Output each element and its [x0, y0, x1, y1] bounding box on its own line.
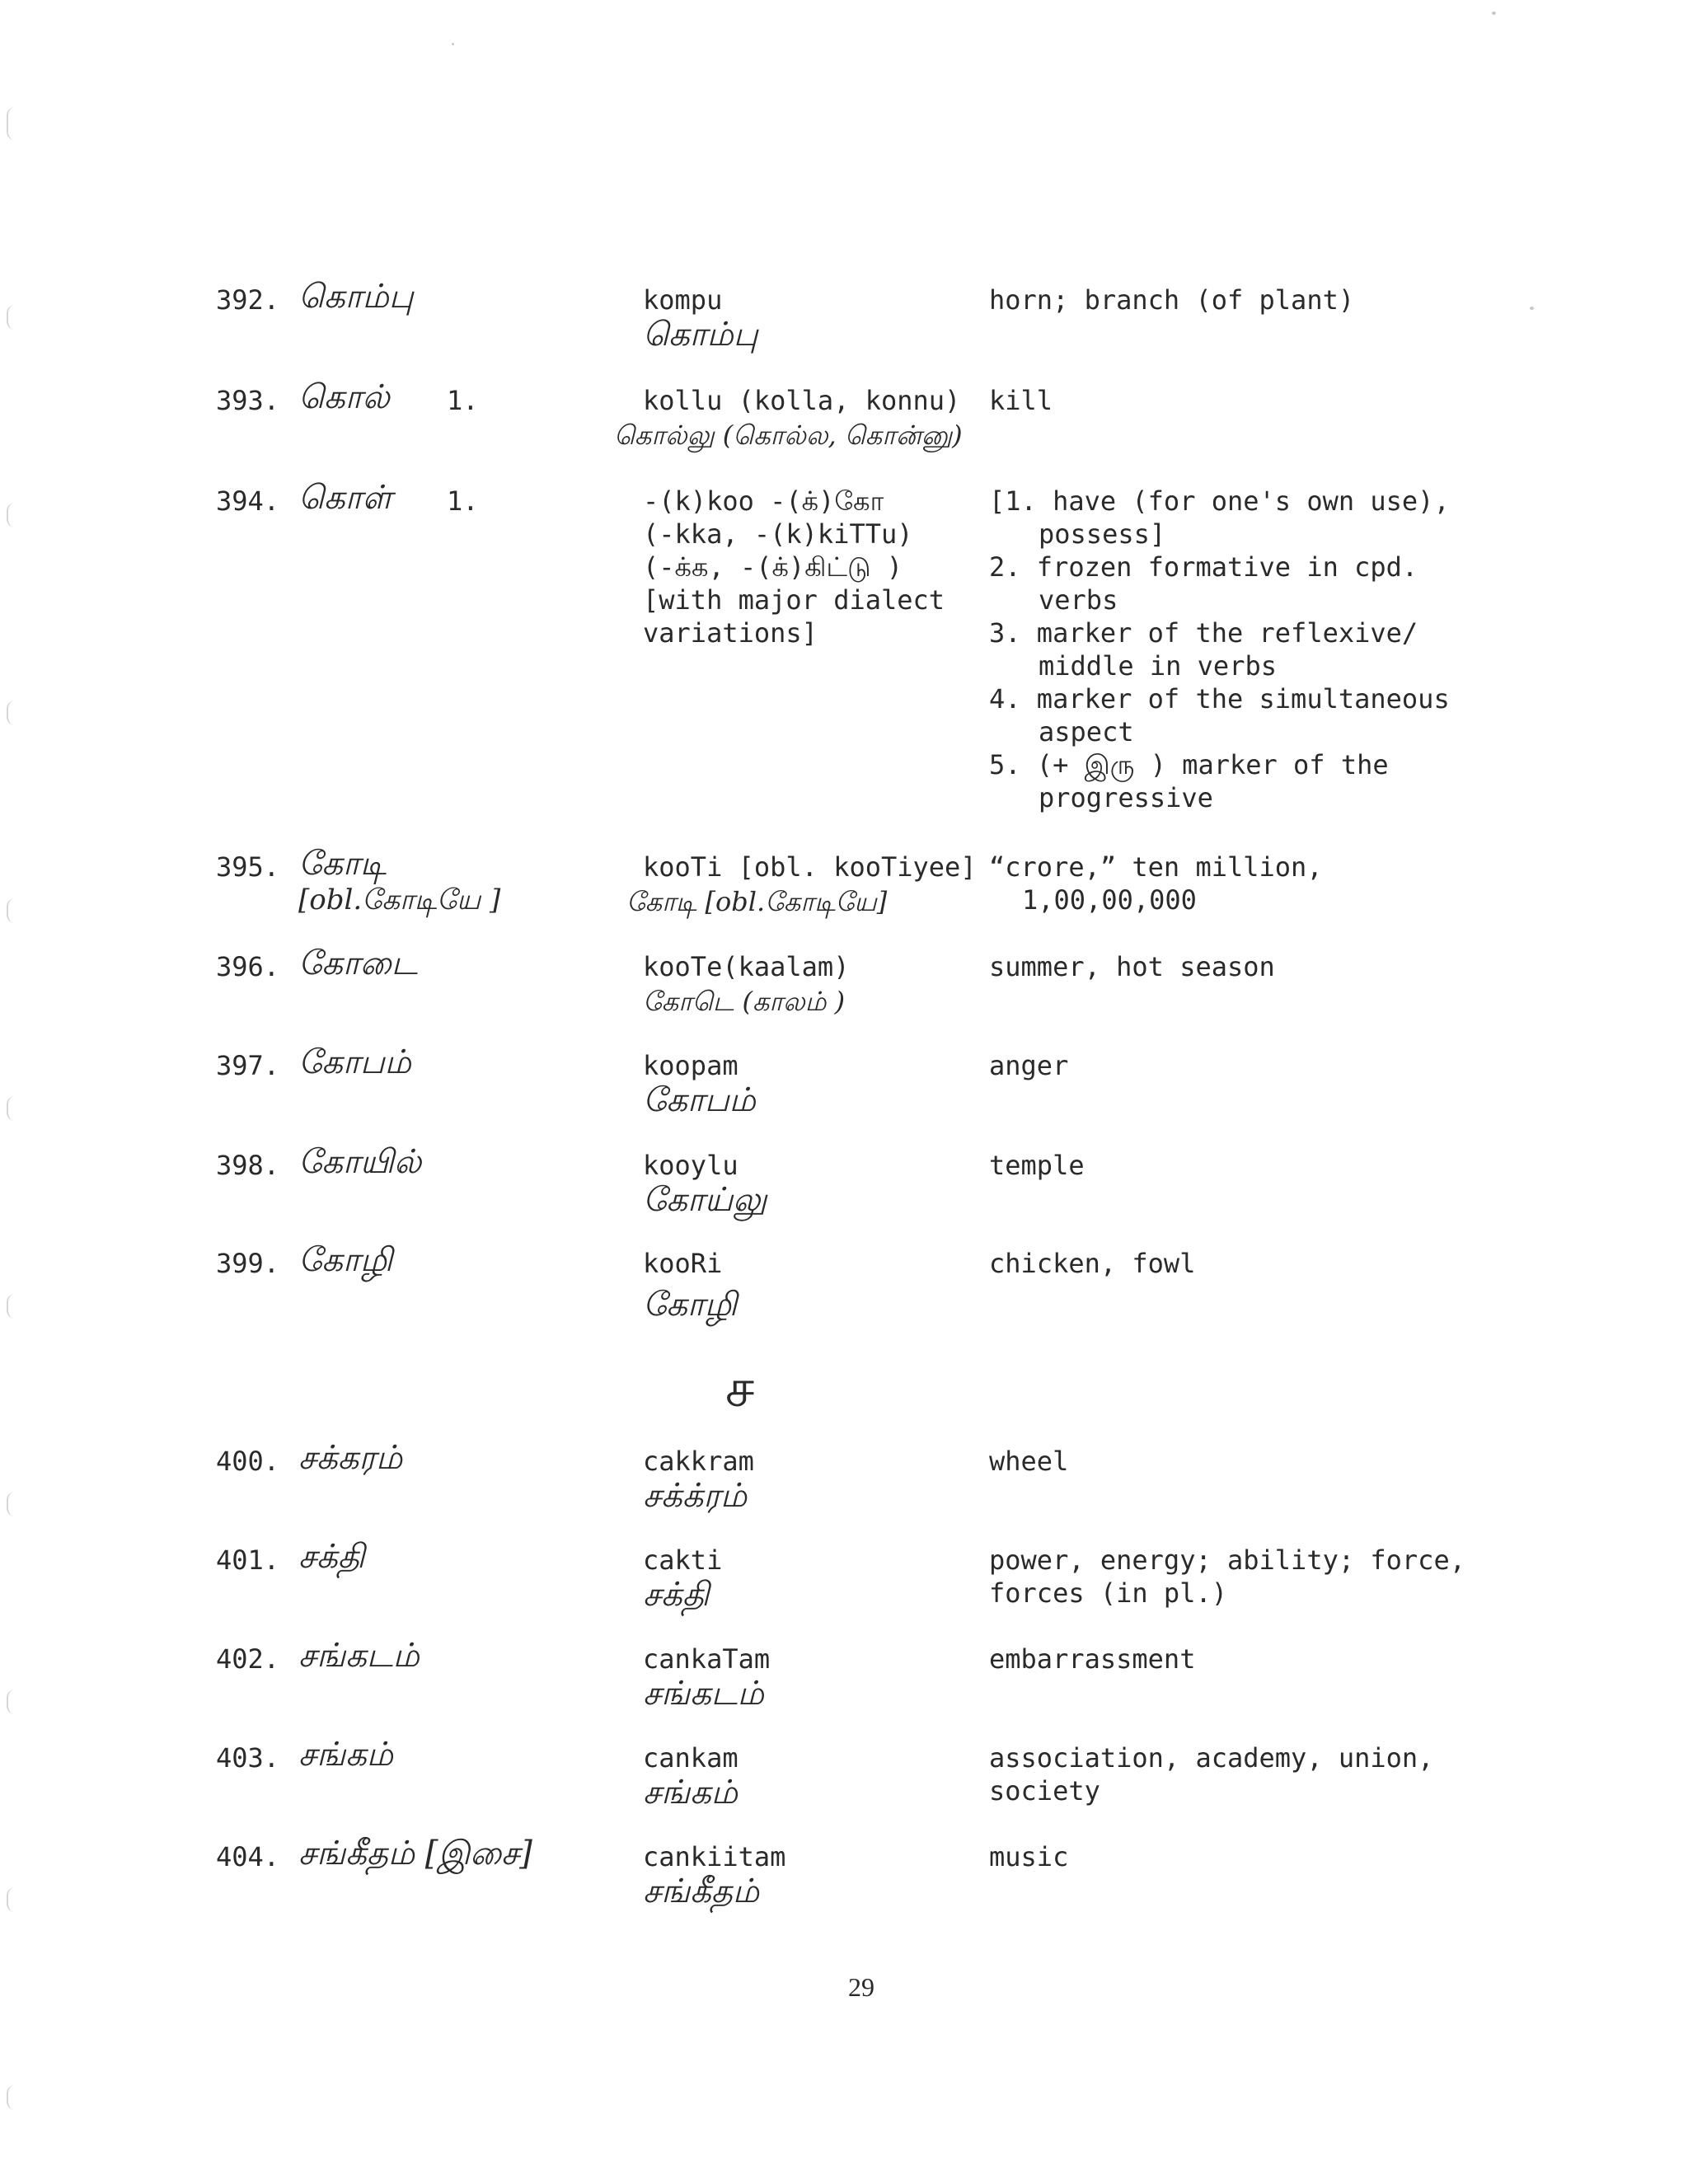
- gloss-line: [1. have (for one's own use),: [989, 485, 1450, 517]
- gloss-line: 2. frozen formative in cpd.: [989, 551, 1418, 583]
- entry-number: 394.: [216, 485, 280, 517]
- transliteration-line: -(k)koo -(க்)கோ: [643, 485, 884, 517]
- transliteration-line: variations]: [643, 617, 818, 649]
- scan-speck: [452, 43, 454, 45]
- gloss-line: aspect: [1039, 716, 1134, 748]
- transliteration-line: (-க்க, -(க்)கிட்டு ): [643, 551, 903, 583]
- transliteration: kooTe(kaalam): [643, 951, 850, 982]
- transliteration-block: [643, 485, 945, 649]
- headword-sense-number: 1.: [447, 485, 479, 517]
- gloss-line: progressive: [1039, 782, 1213, 813]
- scan-edge-mark: [7, 2085, 16, 2110]
- gloss-block: [989, 485, 1450, 814]
- transliteration: cankam: [643, 1742, 738, 1774]
- gloss-line: temple: [989, 1150, 1085, 1181]
- tamil-headword: சக்கரம்: [298, 1439, 403, 1477]
- transliteration: kooRi: [643, 1248, 723, 1279]
- headword-sense-number: 1.: [447, 385, 479, 416]
- transliteration: cakkram: [643, 1446, 754, 1477]
- gloss-line: society: [989, 1775, 1100, 1807]
- tamil-headword: கொள்: [298, 479, 392, 517]
- transliteration: kooylu: [643, 1150, 738, 1181]
- tamil-headword: கொம்பு: [298, 278, 414, 316]
- gloss-line: forces (in pl.): [989, 1577, 1227, 1609]
- transliteration: cankaTam: [643, 1643, 771, 1675]
- tamil-spelling: சங்கம்: [643, 1774, 738, 1811]
- transliteration: cankiitam: [643, 1841, 786, 1872]
- scan-edge-mark: [7, 1887, 16, 1912]
- scan-edge-mark: [7, 701, 16, 725]
- gloss-line: embarrassment: [989, 1643, 1196, 1675]
- tamil-spelling: கொல்லு (கொல்ல, கொன்னு): [614, 419, 963, 451]
- tamil-headword: சக்தி: [298, 1538, 365, 1576]
- gloss-line: wheel: [989, 1446, 1069, 1477]
- tamil-headword: கோடி: [298, 845, 387, 883]
- gloss-line: possess]: [1039, 518, 1166, 550]
- entry-number: 398.: [216, 1150, 280, 1181]
- tamil-headword: கோயில்: [298, 1143, 422, 1181]
- tamil-headword: சங்கீதம் [இசை]: [298, 1835, 532, 1872]
- scan-edge-mark: [7, 305, 16, 330]
- gloss-line: music: [989, 1841, 1069, 1872]
- tamil-spelling: கோழி: [643, 1286, 738, 1324]
- tamil-headword: சங்கடம்: [298, 1637, 420, 1675]
- transliteration: kompu: [643, 284, 723, 316]
- gloss-line: 1,00,00,000: [1022, 884, 1197, 916]
- entry-number: 396.: [216, 951, 280, 982]
- tamil-headword: கொல்: [298, 378, 390, 416]
- scan-edge-mark: [7, 898, 16, 923]
- entry-number: 403.: [216, 1742, 280, 1774]
- tamil-spelling: சக்தி: [643, 1576, 710, 1614]
- tamil-spelling: சங்கடம்: [643, 1675, 764, 1713]
- scan-edge-mark: [7, 1492, 16, 1516]
- scan-edge-mark: [7, 1096, 16, 1121]
- tamil-headword: கோழி: [298, 1241, 393, 1279]
- gloss-line: kill: [989, 385, 1053, 416]
- gloss-line: summer, hot season: [989, 951, 1275, 982]
- entry-number: 400.: [216, 1446, 280, 1477]
- gloss-line: middle in verbs: [1039, 650, 1277, 682]
- tamil-spelling: சங்கீதம்: [643, 1872, 760, 1910]
- scan-speck: [1492, 12, 1496, 15]
- entry-number: 392.: [216, 284, 280, 316]
- entry-number: 395.: [216, 851, 280, 883]
- gloss-line: 5. (+ இரு ) marker of the: [989, 749, 1389, 780]
- transliteration: koopam: [643, 1050, 738, 1081]
- tamil-spelling: கொம்பு: [643, 316, 758, 354]
- scan-edge-mark: [7, 107, 16, 140]
- gloss-line: anger: [989, 1050, 1069, 1081]
- tamil-spelling: கோய்லு: [643, 1181, 767, 1219]
- gloss-line: association, academy, union,: [989, 1742, 1434, 1774]
- transliteration-line: (-kka, -(k)kiTTu): [643, 518, 913, 550]
- transliteration: cakti: [643, 1544, 723, 1576]
- gloss-line: “crore,” ten million,: [989, 851, 1323, 883]
- gloss-line: 3. marker of the reflexive/: [989, 617, 1418, 649]
- tamil-headword: சங்கம்: [298, 1736, 393, 1774]
- transliteration: kooTi [obl. kooTiyee]: [643, 851, 977, 883]
- tamil-spelling: கோடி [obl.கோடியே]: [626, 886, 888, 917]
- headword-oblique-form: [obl.கோடியே ]: [298, 883, 501, 916]
- scan-edge-mark: [7, 1690, 16, 1714]
- entry-number: 404.: [216, 1841, 280, 1872]
- tamil-headword: கோடை: [298, 944, 418, 982]
- gloss-line: horn; branch (of plant): [989, 284, 1355, 316]
- entry-number: 402.: [216, 1643, 280, 1675]
- entry-number: 397.: [216, 1050, 280, 1081]
- gloss-line: power, energy; ability; force,: [989, 1544, 1465, 1576]
- scan-speck: [1530, 307, 1534, 310]
- tamil-spelling: கோபம்: [643, 1081, 756, 1119]
- gloss-line: verbs: [1039, 584, 1118, 616]
- tamil-spelling: சக்க்ரம்: [643, 1477, 748, 1515]
- transliteration-line: [with major dialect: [643, 584, 945, 616]
- gloss-line: chicken, fowl: [989, 1248, 1196, 1279]
- tamil-headword: கோபம்: [298, 1043, 411, 1081]
- entry-number: 401.: [216, 1544, 280, 1576]
- section-letter-heading: ச: [725, 1358, 755, 1419]
- transliteration: kollu (kolla, konnu): [643, 385, 961, 416]
- scan-edge-mark: [7, 1294, 16, 1319]
- scan-edge-mark: [7, 503, 16, 527]
- gloss-line: 4. marker of the simultaneous: [989, 683, 1450, 715]
- entry-number: 399.: [216, 1248, 280, 1279]
- tamil-spelling: கோடெ (காலம் ): [643, 986, 846, 1017]
- entry-number: 393.: [216, 385, 280, 416]
- page-number: 29: [848, 1972, 874, 2002]
